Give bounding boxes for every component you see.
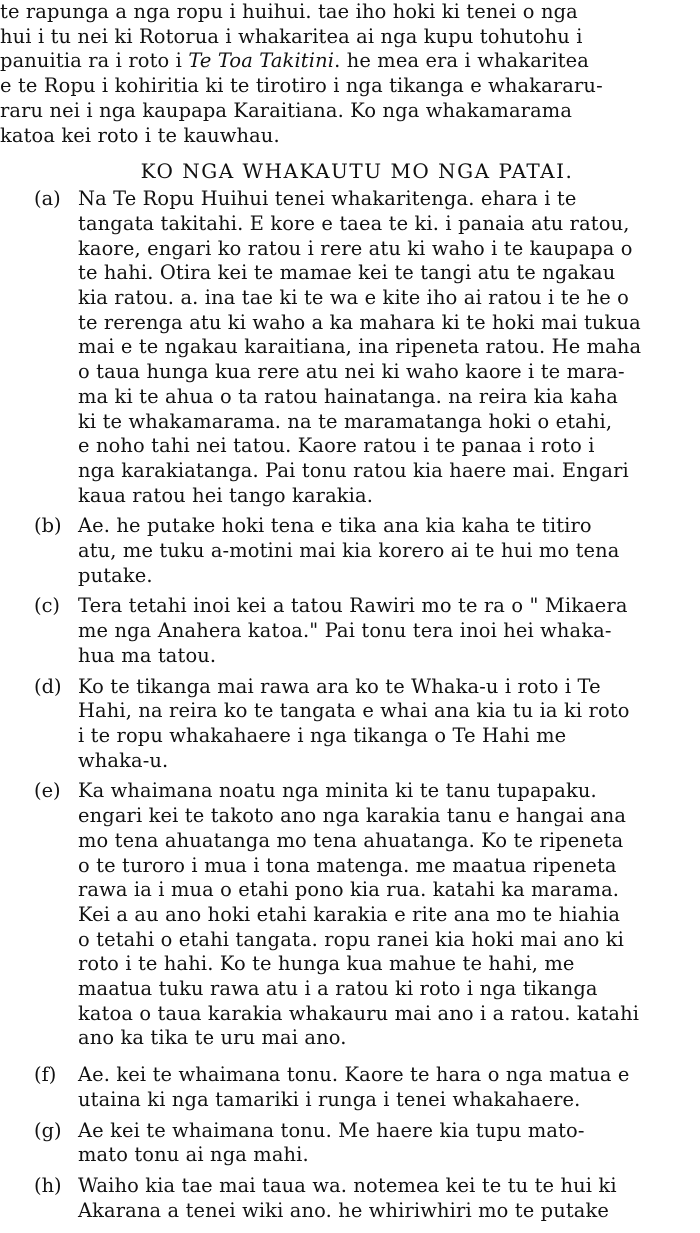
list-item bbox=[0, 594, 694, 668]
item-line: nga karakiatanga. Pai tonu ratou kia haere mai. Engari bbox=[78, 458, 629, 482]
item-line: o taua hunga kua rere atu nei ki waho kaore i te mara- bbox=[78, 360, 625, 384]
item-marker: (a) bbox=[34, 187, 61, 211]
item-line: tangata takitahi. E kore e taea te ki. i panaia atu ratou, bbox=[78, 211, 630, 235]
answer-list bbox=[0, 187, 694, 1223]
item-line: hua ma tatou. bbox=[78, 643, 217, 667]
list-item bbox=[0, 514, 694, 588]
list-item bbox=[0, 1119, 694, 1168]
item-line: kaua ratou hei tango karakia. bbox=[78, 483, 374, 507]
item-line: katoa o taua karakia whakauru mai ano i a ratou. katahi bbox=[78, 1001, 640, 1025]
list-item bbox=[0, 779, 694, 1051]
intro-line: e te Ropu i kohiritia ki te tirotiro i nga tikanga e whakararu- bbox=[0, 74, 603, 98]
item-marker: (h) bbox=[34, 1173, 62, 1197]
intro-line: te rapunga a nga ropu i huihui. tae iho hoki ki tenei o nga bbox=[0, 0, 578, 23]
item-line: te hahi. Otira kei te mamae kei te tangi atu te ngakau bbox=[78, 261, 616, 285]
item-line: Hahi, na reira ko te tangata e whai ana kia tu ia ki roto bbox=[78, 699, 630, 723]
item-marker: (g) bbox=[34, 1118, 62, 1142]
item-marker: (f) bbox=[34, 1063, 57, 1087]
item-line: o tetahi o etahi tangata. ropu ranei kia hoki mai ano ki bbox=[78, 927, 624, 951]
item-line: engari kei te takoto ano nga karakia tanu e hangai ana bbox=[78, 804, 627, 828]
intro-line: raru nei i nga kaupapa Karaitiana. Ko nga whakamarama bbox=[0, 98, 573, 122]
list-item bbox=[0, 187, 694, 508]
item-line: Akarana a tenei wiki ano. he whiriwhiri mo te putake bbox=[78, 1198, 610, 1222]
item-line: Kei a au ano hoki etahi karakia e rite ana mo te hiahia bbox=[78, 902, 621, 926]
item-line: mai e te ngakau karaitiana, ina ripeneta ratou. He maha bbox=[78, 335, 642, 359]
item-line: ano ka tika te uru mai ano. bbox=[78, 1026, 347, 1050]
item-line: kaore, engari ko ratou i rere atu ki waho i te kaupapa o bbox=[78, 236, 633, 260]
item-marker: (d) bbox=[34, 674, 62, 698]
item-line: Ae. he putake hoki tena e tika ana kia kaha te titiro bbox=[78, 514, 592, 538]
list-item bbox=[0, 675, 694, 774]
intro-line: panuitia ra i roto i Te Toa Takitini. he mea era i whakaritea bbox=[0, 49, 589, 73]
item-marker: (b) bbox=[34, 514, 62, 538]
item-line: i te ropu whakahaere i nga tikanga o Te Hahi me bbox=[78, 723, 567, 747]
item-line: Na Te Ropu Huihui tenei whakaritenga. ehara i te bbox=[78, 187, 577, 211]
item-line: atu, me tuku a-motini mai kia korero ai te hui mo tena bbox=[78, 539, 620, 563]
item-line: Ka whaimana noatu nga minita ki te tanu tupapaku. bbox=[78, 779, 597, 803]
item-line: roto i te hahi. Ko te hunga kua mahue te hahi, me bbox=[78, 952, 575, 976]
item-line: mo tena ahuatanga mo tena ahuatanga. Ko te ripeneta bbox=[78, 828, 624, 852]
item-line: Ae kei te whaimana tonu. Me haere kia tupu mato- bbox=[78, 1118, 585, 1142]
intro-paragraph bbox=[0, 0, 694, 148]
item-line: ma ki te ahua o ta ratou hainatanga. na reira kia kaha bbox=[78, 384, 618, 408]
item-line: utaina ki nga tamariki i runga i tenei whakahaere. bbox=[78, 1087, 581, 1111]
item-line: ki te whakamarama. na te maramatanga hoki o etahi, bbox=[78, 409, 613, 433]
item-line: maatua tuku rawa atu i a ratou ki roto i nga tikanga bbox=[78, 977, 598, 1001]
item-line: putake. bbox=[78, 563, 153, 587]
item-line: me nga Anahera katoa." Pai tonu tera inoi hei whaka- bbox=[78, 619, 612, 643]
item-line: te rerenga atu ki waho a ka mahara ki te hoki mai tukua bbox=[78, 310, 641, 334]
periodical-title: Te Toa Takitini bbox=[188, 49, 335, 73]
item-line: Tera tetahi inoi kei a tatou Rawiri mo te ra o " Mikaera bbox=[78, 594, 628, 618]
item-line: Ko te tikanga mai rawa ara ko te Whaka-u i roto i Te bbox=[78, 674, 601, 698]
list-item bbox=[0, 1063, 694, 1112]
item-line: kia ratou. a. ina tae ki te wa e kite iho ai ratou i te he o bbox=[78, 286, 629, 310]
item-line: e noho tahi nei tatou. Kaore ratou i te panaa i roto i bbox=[78, 434, 595, 458]
intro-line: hui i tu nei ki Rotorua i whakaritea ai nga kupu tohutohu i bbox=[0, 24, 583, 48]
item-line: o te turoro i mua i tona matenga. me maatua ripeneta bbox=[78, 853, 617, 877]
section-heading: KO NGA WHAKAUTU MO NGA PATAI. bbox=[140, 159, 574, 184]
item-marker: (c) bbox=[34, 594, 60, 618]
item-line: rawa ia i mua o etahi pono kia rua. katahi ka marama. bbox=[78, 878, 620, 902]
item-line: Waiho kia tae mai taua wa. notemea kei te tu te hui ki bbox=[78, 1173, 617, 1197]
list-item bbox=[0, 1174, 694, 1223]
item-line: whaka-u. bbox=[78, 748, 169, 772]
intro-line: katoa kei roto i te kauwhau. bbox=[0, 123, 280, 147]
item-line: mato tonu ai nga mahi. bbox=[78, 1143, 309, 1167]
item-marker: (e) bbox=[34, 779, 61, 803]
item-line: Ae. kei te whaimana tonu. Kaore te hara o nga matua e bbox=[78, 1063, 630, 1087]
